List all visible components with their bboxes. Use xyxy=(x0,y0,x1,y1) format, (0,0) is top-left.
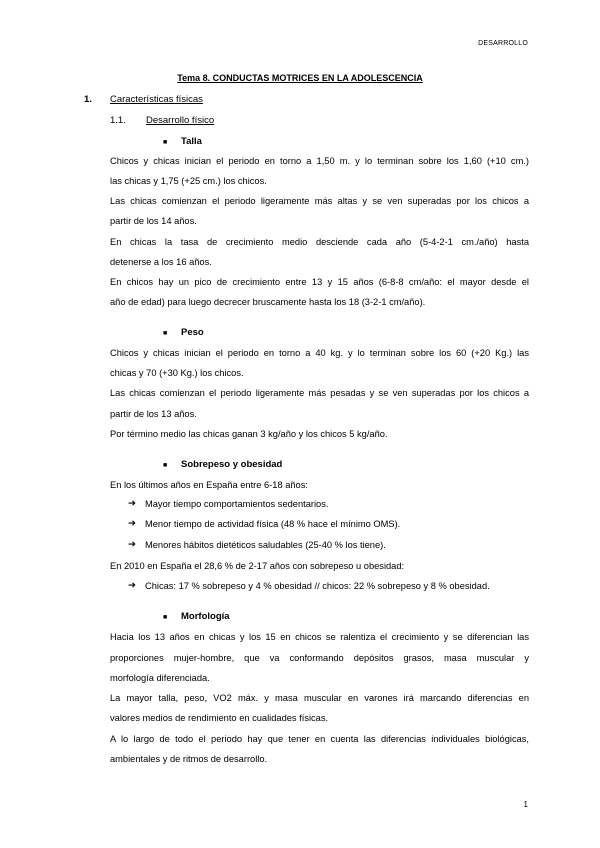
peso-line: Las chicas comienzan el periodo ligeramente más pesadas y se ven superadas por los chicos a xyxy=(110,388,529,398)
sobrepeso-heading: Sobrepeso y obesidad xyxy=(181,459,283,470)
section-heading: Características físicas xyxy=(110,94,203,105)
square-bullet-icon: ■ xyxy=(163,462,168,469)
morfologia-line: Hacia los 13 años en chicas y los 15 en chicos se ralentiza el crecimiento y se diferencian las xyxy=(110,632,529,642)
talla-heading: Talla xyxy=(181,136,202,147)
peso-heading: Peso xyxy=(181,327,204,338)
running-header: DESARROLLO xyxy=(478,40,528,47)
peso-line: partir de los 13 años. xyxy=(110,409,197,419)
section-number: 1. xyxy=(84,94,92,105)
talla-line: En chicos hay un pico de crecimiento entre 13 y 15 años (6-8-8 cm/año: el mayor desde el xyxy=(110,277,529,287)
morfologia-heading: Morfología xyxy=(181,611,230,622)
list-item: Menor tiempo de actividad física (48 % hace el mínimo OMS). xyxy=(145,519,401,529)
morfologia-line: proporciones mujer-hombre, que va conformando depósitos grasos, masa muscular y xyxy=(110,653,529,663)
page-title: Tema 8. CONDUCTAS MOTRICES EN LA ADOLESCENCIA xyxy=(177,73,423,83)
subsection-number: 1.1. xyxy=(110,115,126,126)
morfologia-line: valores medios de rendimiento en cualidades físicas. xyxy=(110,713,329,723)
peso-line: Por término medio las chicas ganan 3 kg/año y los chicos 5 kg/año. xyxy=(110,429,388,439)
list-item: Chicas: 17 % sobrepeso y 4 % obesidad // chicos: 22 % sobrepeso y 8 % obesidad. xyxy=(145,581,490,591)
talla-line: año de edad) para luego decrecer bruscamente hasta los 18 (3-2-1 cm/año). xyxy=(110,297,426,307)
talla-line: En chicas la tasa de crecimiento medio desciende cada año (5-4-2-1 cm./año) hasta xyxy=(110,237,529,247)
talla-line: las chicas y 1,75 (+25 cm.) los chicos. xyxy=(110,176,267,186)
arrow-bullet-icon: ➔ xyxy=(128,539,136,550)
sobrepeso-intro: En los últimos años en España entre 6-18 años: xyxy=(110,480,308,490)
list-item: Menores hábitos dietéticos saludables (25-40 % los tiene). xyxy=(145,540,386,550)
square-bullet-icon: ■ xyxy=(163,330,168,337)
page-number: 1 xyxy=(523,800,528,809)
peso-line: chicas y 70 (+30 Kg.) los chicos. xyxy=(110,368,244,378)
arrow-bullet-icon: ➔ xyxy=(128,580,136,591)
peso-line: Chicos y chicas inician el periodo en torno a 40 kg. y lo terminan sobre los 60 (+20 Kg.) las xyxy=(110,348,529,358)
square-bullet-icon: ■ xyxy=(163,139,168,146)
square-bullet-icon: ■ xyxy=(163,614,168,621)
talla-line: detenerse a los 16 años. xyxy=(110,257,212,267)
arrow-bullet-icon: ➔ xyxy=(128,518,136,529)
talla-line: Chicos y chicas inician el periodo en torno a 1,50 m. y lo terminan sobre los 1,60 (+10 cm.) xyxy=(110,156,529,166)
morfologia-line: morfología diferenciada. xyxy=(110,673,210,683)
morfologia-line: A lo largo de todo el periodo hay que tener en cuenta las diferencias individuales biológicas, xyxy=(110,734,529,744)
arrow-bullet-icon: ➔ xyxy=(128,498,136,509)
talla-line: Las chicas comienzan el periodo ligeramente más altas y se ven superadas por los chicos a xyxy=(110,196,529,206)
list-item: Mayor tiempo comportamientos sedentarios. xyxy=(145,499,329,509)
sobrepeso-intro-2010: En 2010 en España el 28,6 % de 2-17 años con sobrepeso u obesidad: xyxy=(110,561,405,571)
subsection-heading: Desarrollo físico xyxy=(146,115,215,126)
morfologia-line: ambientales y de ritmos de desarrollo. xyxy=(110,754,268,764)
morfologia-line: La mayor talla, peso, VO2 máx. y masa muscular en varones irá marcando diferencias en xyxy=(110,693,529,703)
talla-line: partir de los 14 años. xyxy=(110,216,197,226)
